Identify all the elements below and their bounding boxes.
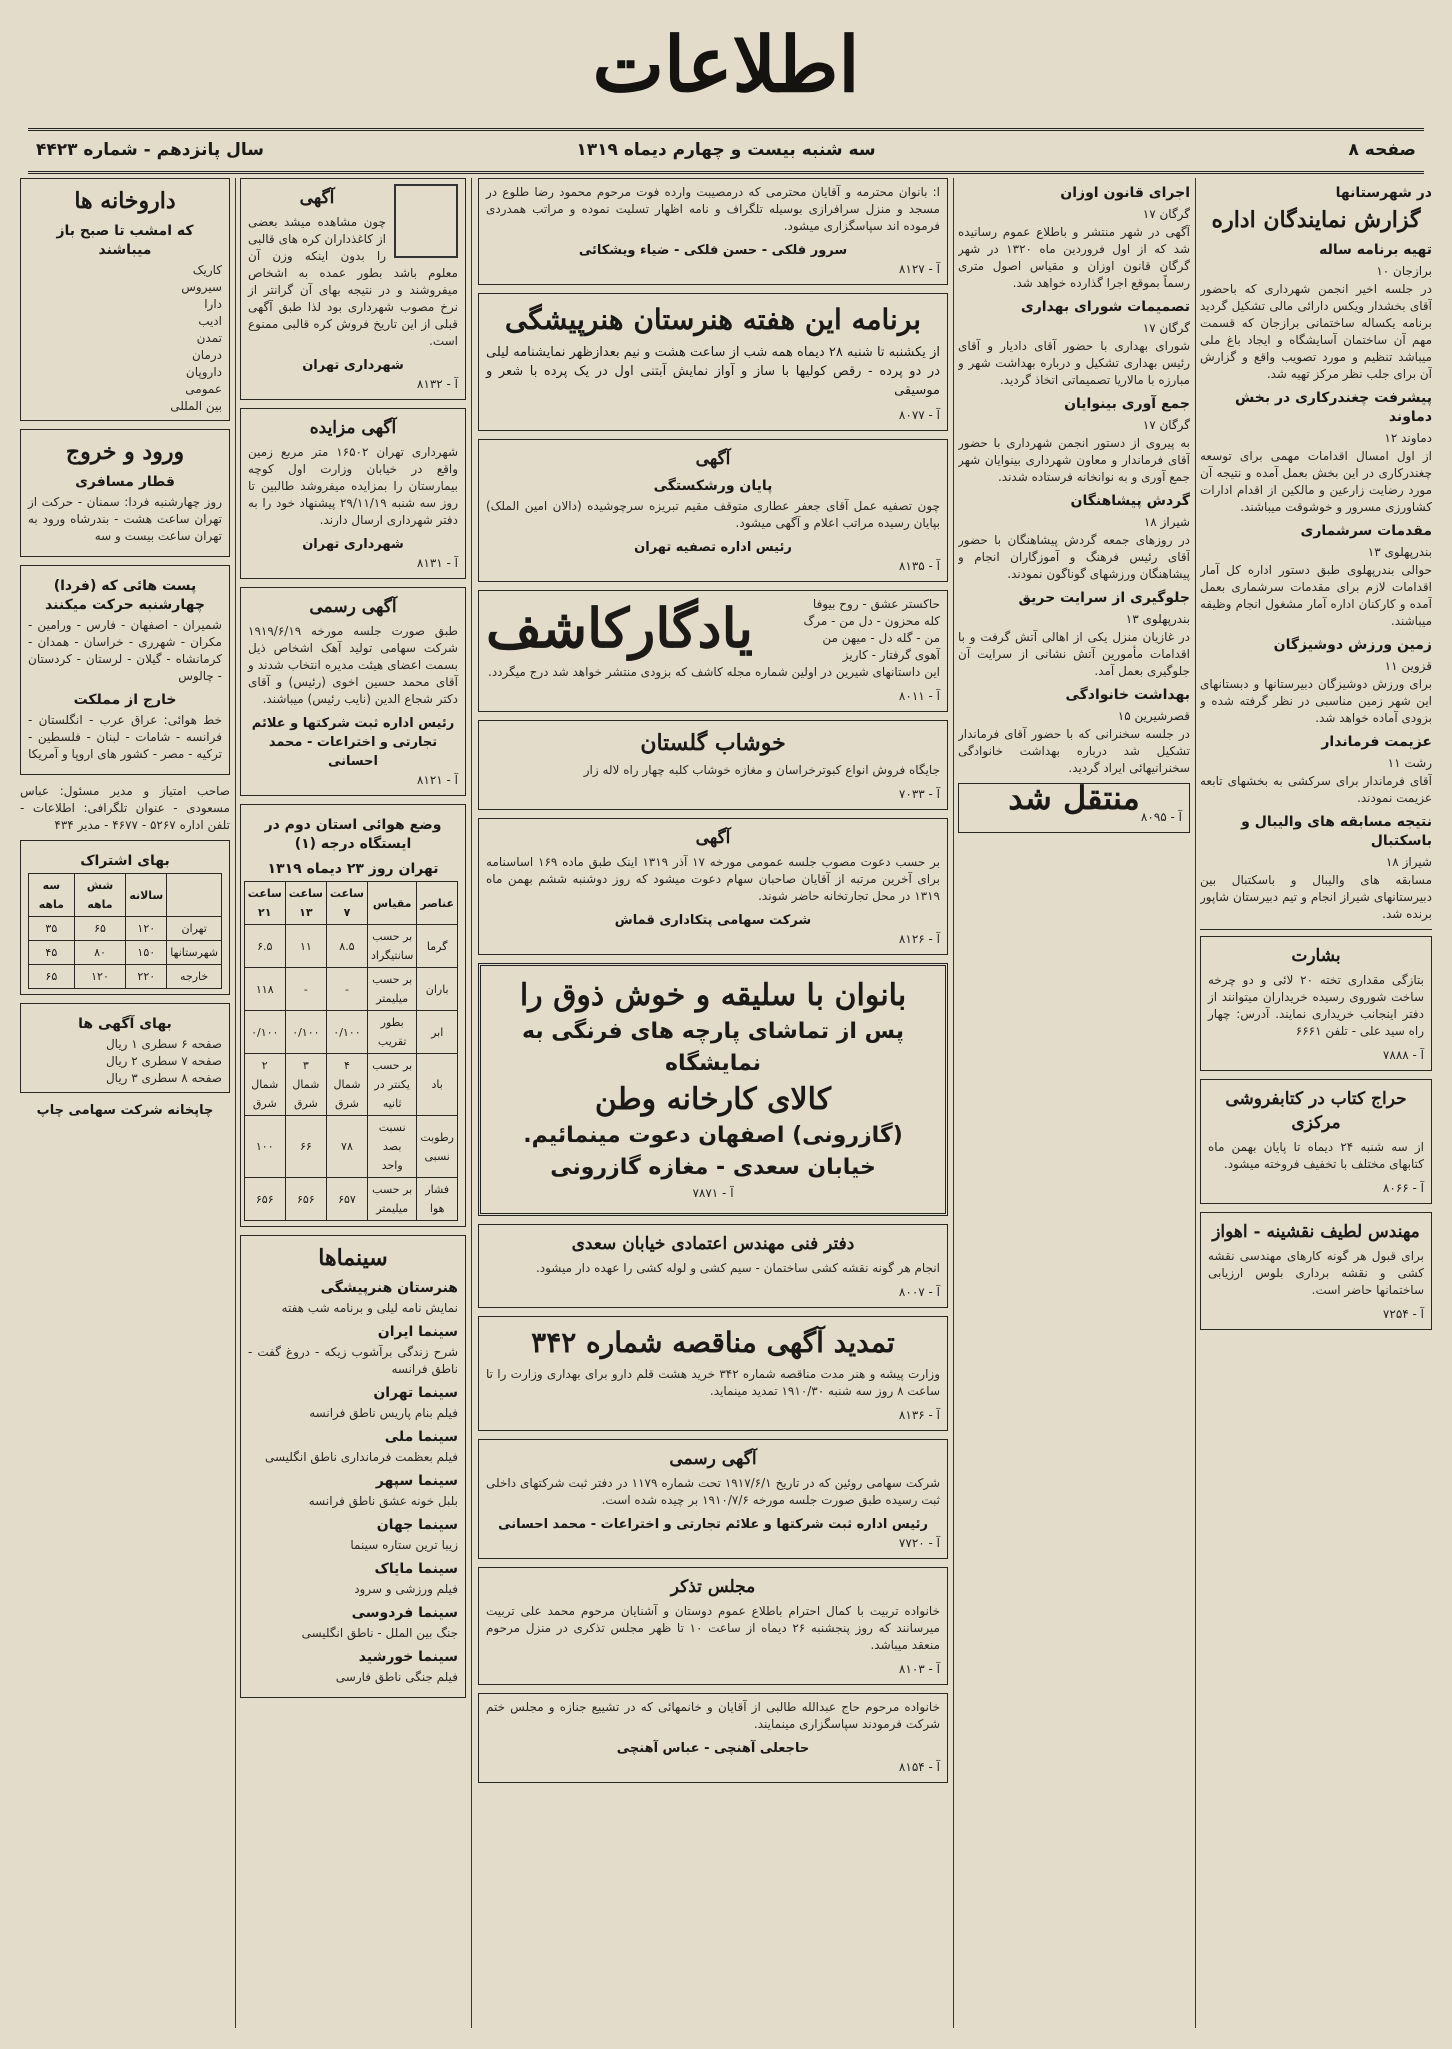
cinema-item <box>248 1384 458 1422</box>
cinema-name: سینما فردوسی <box>351 1605 458 1621</box>
pharmacy-subtitle: که امشب تا صبح باز میباشند <box>56 223 194 258</box>
weather-cell: ۴ شمال شرق <box>326 1054 367 1116</box>
weather-cell: ۶۵۷ <box>326 1178 367 1221</box>
weather-cell: ۶۶ <box>285 1116 326 1178</box>
news-item-title: مقدمات سرشماری <box>1300 523 1432 539</box>
table-row <box>244 968 457 1011</box>
yadgar-poem: کله محزون - دل من - مرگ <box>803 614 940 628</box>
daftar-body: انجام هر گونه نقشه کشی ساختمان - سیم کشی و لوله کشی را عهده دار میشود. <box>535 1261 940 1275</box>
subscription-header-row <box>29 874 222 917</box>
column-municipal <box>240 178 466 2028</box>
yadgar-code: آ - ۸۰۱۱ <box>898 689 940 703</box>
news-item-body: حوالی بندرپهلوی طبق دستور اداره کل آمار اقدامات لازم برای مقدمات سرشماری بعمل آمده و کارکنان اداره آمار مشغول انجام وظیفه میباشند. <box>1200 563 1432 628</box>
news-item <box>1200 241 1432 383</box>
column-reports <box>958 178 1190 2028</box>
weather-header-row <box>244 882 457 925</box>
honarestan-body: از یکشنبه تا شنبه ۲۸ دیماه همه شب از ساعت هشت و نیم بعدازظهر نمایشنامه لیلی در دو پرده - رقص کولیها با ساز و آواز نمایش آبتنی اول در یک پرده با شعر و موسیقی <box>486 345 940 398</box>
abroad-body: خط هوائی: عراق عرب - انگلستان - فرانسه - شامات - لبنان - فلسطین - ترکیه - مصر - کشور های اروپا و آمریکا <box>28 713 222 761</box>
butter-signature: شهرداری تهران <box>302 358 404 373</box>
cinema-program: شرح زندگی برآشوب زیکه - دروغ گفت - ناطق فرانسه <box>248 1345 458 1376</box>
city-reports <box>958 184 1190 777</box>
weather-header-cell: ساعت ۱۳ <box>285 882 326 925</box>
masthead <box>14 10 1438 120</box>
honarestan-title: برنامه این هفته هنرستان هنرپیشگی <box>504 303 922 336</box>
cinema-listings <box>240 1235 466 1698</box>
news-item <box>958 395 1190 486</box>
auction-body: شهرداری تهران ۱۶۵۰۲ متر مربع زمین واقع در خیابان وزارت اول کوچه بیمارستان را بمزایده میفروشد طالبین تا روز سه شنبه ۲۹/۱۱/۱۹ پیشنهاد خود را به دفتر شهرداری ارسال دارند. <box>248 445 458 527</box>
news-item-body: مسابقه های والیبال و باسکتبال بین دبیرستانهای شیراز انجام و تیم دبیرستان شاپور برنده شد. <box>1200 873 1432 921</box>
news-item-body: در غازیان منزل یکی از اهالی آتش گرفت و با اقدامات مأمورین آتش نشانی از سرایت آن جلوگیری بعمل آمد. <box>958 630 1190 678</box>
news-item-title: جمع آوری بینوایان <box>1064 396 1190 412</box>
mohandes-body: برای قبول هر گونه کارهای مهندسی نقشه کشی و نقشه برداری بلوس ارزیابی ساختمانها حاضر است. <box>1208 1249 1424 1297</box>
news-item-title: تهیه برنامه ساله <box>1319 242 1432 258</box>
printer-credit: چاپخانه شرکت سهامی چاپ <box>36 1103 214 1118</box>
tender-body: وزارت پیشه و هنر مدت مناقصه شماره ۳۴۲ خرید هشت قلم دارو برای بهداری وزارت را تا ساعت ۸ روز سه شنبه ۱۹۱۰/۳۰ تمدید مینماید. <box>486 1367 941 1398</box>
weather-cell: فشار هوا <box>417 1178 458 1221</box>
beshar-title: بشارت <box>1291 946 1341 966</box>
condolence-body: ا: بانوان محترمه و آقایان محترمی که درمصیبت وارده فوت مرحوم محمود رضا طلوع در مسجد و منزل سرافرازی بوسیله تلگراف و نامه اظهار تسلیت نموده و مراتب همدردی فرموده اند سپاسگزاری میشود. <box>486 185 940 233</box>
subscription-header-cell: سه ماهه <box>29 874 75 917</box>
cinema-item <box>248 1516 458 1554</box>
news-item-body: آگهی در شهر منتشر و باطلاع عموم رسانیده شد که از اول فروردین ماه ۱۳۲۰ در شهر گرگان قانون اوزان و مقیاس اصول متری رسماً بموقع اجرا گذارده خواهد شد. <box>958 225 1190 290</box>
subscription-cell: ۳۵ <box>29 917 75 941</box>
news-item <box>958 686 1190 777</box>
moved-notice <box>958 779 1190 833</box>
news-item-title: تصمیمات شورای بهداری <box>1020 299 1190 315</box>
subscription-header-cell <box>167 874 222 917</box>
haraj-body: از سه شنبه ۲۴ دیماه تا پایان بهمن ماه کتابهای مختلف با تخفیف فروخته میشود. <box>1208 1140 1424 1171</box>
gazerouni-line: کالای کارخانه وطن <box>594 1082 832 1117</box>
news-item-body: شورای بهداری با حضور آقای دادیار و آقای رئیس بهداری تشکیل و درباره بهداشت شهر و مبارزه با مالاریا تصمیماتی اتخاذ گردید. <box>958 339 1190 387</box>
subscription-cell: ۶۵ <box>74 917 126 941</box>
travel-box <box>20 429 230 557</box>
shareholders-title: آگهی <box>695 828 731 848</box>
section-headline: گزارش نمایندگان اداره <box>1211 207 1421 233</box>
news-item <box>1200 813 1432 923</box>
province-reports <box>1200 241 1432 923</box>
ad-price-item: صفحه ۸ سطری ۳ ریال <box>105 1071 222 1085</box>
weather-cell: ۶۵۶ <box>285 1178 326 1221</box>
news-item-body: برای ورزش دوشیزگان دبیرستانها و دبستانهای این شهر زمین مناسبی در نظر گرفته شده و بزودی آماده خواهد شد. <box>1200 677 1432 725</box>
registry-notice <box>240 587 466 796</box>
weather-cell: ۸.۵ <box>326 925 367 968</box>
news-item-body: به پیروی از دستور انجمن شهرداری با حضور آقای فرماندار و معاون شهرداری بینوایان شهر جمع آوری و به نوانخانه فرستاده شدند. <box>958 436 1190 484</box>
issue-date: سه شنبه بیست و چهارم دیماه ۱۳۱۹ <box>576 140 876 160</box>
bankruptcy-notice <box>478 439 948 582</box>
auction-title: آگهی مزایده <box>309 418 397 438</box>
beshar-ad <box>1200 936 1432 1071</box>
bankruptcy-title: آگهی <box>695 449 731 469</box>
pharmacy-item: درمان <box>191 348 222 362</box>
news-item <box>958 298 1190 389</box>
pharmacy-item: کاریک <box>192 263 222 277</box>
mohandes-code: آ - ۷۲۵۴ <box>1382 1307 1424 1321</box>
tender-notice <box>478 1316 948 1431</box>
weather-report <box>240 804 466 1227</box>
news-item <box>1200 733 1432 807</box>
cinema-name: هنرستان هنرپیشگی <box>320 1280 458 1296</box>
subscription-header-cell: شش ماهه <box>74 874 126 917</box>
gazerouni-line: (گازرونی) اصفهان دعوت مینمائیم. <box>523 1123 903 1148</box>
subscription-cell: ۱۵۰ <box>126 941 167 965</box>
auction-signature: شهرداری تهران <box>302 537 404 552</box>
beshar-body: بتازگی مقداری تخته ۲۰ لائی و دو چرخه ساخت شوروی رسیده خریداران میتوانند از دفتر اینجانب خریداری نمایند. آدرس: چهار راه سید علی - تلفن ۶۶۶۱ <box>1208 973 1424 1038</box>
publisher-info: صاحب امتیاز و مدیر مسئول: عباس مسعودی - عنوان تلگرافی: اطلاعات - تلفن اداره ۵۲۶۷ - ۴۶۷۷ - مدیر ۴۳۴ <box>20 784 230 832</box>
bankruptcy-code: آ - ۸۱۳۵ <box>898 559 940 573</box>
official-code: آ - ۷۷۲۰ <box>898 1536 940 1550</box>
news-item-title: جلوگیری از سرایت حریق <box>1018 590 1190 606</box>
table-row <box>244 1011 457 1054</box>
cinema-program: نمایش نامه لیلی و برنامه شب هفته <box>281 1301 458 1315</box>
weather-cell: گرما <box>417 925 458 968</box>
column-services <box>20 178 230 2028</box>
travel-body: روز چهارشنبه فردا: سمنان - حرکت از تهران ساعت هشت - بندرشاه ورود به تهران ساعت بیست و سه <box>28 495 222 543</box>
pharmacy-item: سیروس <box>181 280 222 294</box>
news-item-title: بهداشت خانوادگی <box>1065 687 1190 703</box>
cinema-title: سینماها <box>318 1245 388 1271</box>
cinema-program: فیلم بعظمت فرمانداری ناطق انگلیسی <box>264 1450 458 1464</box>
page-number: صفحه ۸ <box>1348 140 1416 160</box>
yadgar-poems <box>763 596 940 664</box>
shareholders-notice <box>478 818 948 955</box>
section-label: در شهرستانها <box>1335 185 1432 201</box>
haraj-code: آ - ۸۰۶۶ <box>1382 1181 1424 1195</box>
weather-cell: ابر <box>417 1011 458 1054</box>
table-row <box>29 941 222 965</box>
cinema-program: جنگ بین الملل - ناطق انگلیسی <box>301 1626 458 1640</box>
cinema-item <box>248 1323 458 1378</box>
column-divider <box>235 178 236 2028</box>
pharmacy-item: ادیب <box>198 314 222 328</box>
tender-title: تمدید آگهی مناقصه شماره ۳۴۲ <box>531 1326 895 1359</box>
news-item-body: در جلسه اخیر انجمن شهرداری که باحضور آقای بخشدار ویکس دارائی مالی تشکیل گردید برنامه یکساله ساختمانی برازجان که قسمت مهم آن ساختمان آسایشگاه و ایجاد باغ ملی میباشد تنظیم و مورد تصویب واقع و گزارش آن برای جلب نظر مرکز تهیه شد. <box>1200 282 1432 381</box>
table-row <box>244 1054 457 1116</box>
pharmacy-item: تمدن <box>196 331 222 345</box>
weather-table <box>244 881 458 1221</box>
cinema-name: سینما سپهر <box>375 1473 458 1489</box>
weather-header-cell: عناصر <box>417 882 458 925</box>
pharmacy-item: دارا <box>204 297 222 311</box>
weather-cell: ۰/۱۰۰ <box>244 1011 285 1054</box>
news-item-body: آقای فرماندار برای سرکشی به بخشهای تابعه عزیمت نمودند. <box>1200 774 1432 805</box>
bankruptcy-subtitle: پایان ورشکستگی <box>653 478 773 494</box>
weather-subtitle: تهران روز ۲۳ دیماه ۱۳۱۹ <box>267 861 439 877</box>
daftar-ad <box>478 1224 948 1308</box>
official-notice <box>478 1439 948 1559</box>
dateline <box>28 128 1424 174</box>
official-title: آگهی رسمی <box>669 1449 757 1469</box>
news-item-place: قزوین ۱۱ <box>1384 659 1432 673</box>
condolence-signers: سرور فلکی - حسن فلکی - ضیاء ویشکائی <box>578 243 848 258</box>
cinema-program: زیبا ترین ستاره سینما <box>350 1538 458 1552</box>
pharmacy-title: داروخانه ها <box>74 188 176 214</box>
cinema-list <box>248 1279 458 1686</box>
official-signature: رئیس اداره ثبت شرکتها و علائم تجارتی و اختراعات - محمد احسانی <box>498 1517 928 1532</box>
cinema-name: سینما ایران <box>377 1324 458 1340</box>
ad-price-item: صفحه ۶ سطری ۱ ریال <box>105 1037 222 1051</box>
news-item <box>1200 522 1432 630</box>
yadgar-poem: آهوی گرفتار - کاریز <box>842 648 940 662</box>
table-row <box>244 1116 457 1178</box>
butter-body: چون مشاهده میشد بعضی از کاغذداران کره های قالبی را بدون اینکه وزن آن معلوم باشد بطور عمده به اشخاص میفروشند و در نتیجه بهای آن گرانتر از نرخ مصوب شهرداری بود لذا طبق آگهی قبلی از این تاریخ فروش کره قالبی ممنوع است. <box>248 215 458 348</box>
mohandes-ad <box>1200 1212 1432 1330</box>
weather-cell: ۱۱۸ <box>244 968 285 1011</box>
cinema-name: سینما تهران <box>373 1385 458 1401</box>
news-item-place: گرگان ۱۷ <box>1142 321 1190 335</box>
news-item-place: بندرپهلوی ۱۳ <box>1125 612 1190 626</box>
news-item <box>958 492 1190 583</box>
post-title: پست هائی که (فردا) چهارشنبه حرکت میکنند <box>45 578 205 613</box>
news-item-place: قصرشیرین ۱۵ <box>1117 709 1190 723</box>
pharmacy-item: عمومی <box>185 382 222 396</box>
news-item-body: از اول امسال اقدامات مهمی برای توسعه چغندرکاری در این بخش بعمل آمده و نتیجه آن مورد رضایت زارعین و مالکین از اقدام ادارات کشاورزی مسرور و خوشوقت میباشند. <box>1200 449 1432 514</box>
weather-cell: - <box>285 968 326 1011</box>
weather-cell: باران <box>417 968 458 1011</box>
golestan-title: خوشاب گلستان <box>640 730 786 756</box>
golestan-code: آ - ۷۰۳۳ <box>898 787 940 801</box>
table-row <box>29 917 222 941</box>
registry-title: آگهی رسمی <box>309 597 397 617</box>
weather-cell: ۳ شمال شرق <box>285 1054 326 1116</box>
golestan-ad <box>478 720 948 810</box>
weather-cell: بر حسب یکنتر در ثانیه <box>368 1054 417 1116</box>
news-item <box>1200 389 1432 516</box>
news-item-body: در جلسه سخنرانی که با حضور آقای فرماندار تشکیل شد درباره بهداشت خانوادگی سخنرانیهائی ایراد گردید. <box>958 727 1190 775</box>
cinema-item <box>248 1604 458 1642</box>
weather-cell: ۶.۵ <box>244 925 285 968</box>
cinema-item <box>248 1279 458 1317</box>
weather-cell: ۱۰۰ <box>244 1116 285 1178</box>
golestan-body: جایگاه فروش انواع کبوترخراسان و مغازه خوشاب کلبه چهار راه لاله زار <box>583 763 940 777</box>
travel-title: ورود و خروج <box>65 439 185 465</box>
abroad-title: خارج از مملکت <box>73 692 177 708</box>
shareholders-body: بر حسب دعوت مصوب جلسه عمومی مورخه ۱۷ آذر ۱۳۱۹ اینک طبق ماده ۱۶۹ اساسنامه برای آخرین مرتبه از آقایان صاحبان سهام دعوت میشود که روز دوشنبه ششم بهمن ماه ۱۳۱۹ در محل تجارتخانه حاضر شوند. <box>486 855 941 903</box>
weather-cell: بر حسب میلیمتر <box>368 968 417 1011</box>
column-divider <box>1195 178 1196 2028</box>
cinema-item <box>248 1428 458 1466</box>
news-item-title: پیشرفت چغندرکاری در بخش دماوند <box>1234 390 1432 425</box>
subscription-cell: ۲۲۰ <box>126 965 167 989</box>
gazerouni-ad <box>478 963 948 1216</box>
issue-number: سال پانزدهم - شماره ۴۴۲۳ <box>36 140 264 160</box>
gazerouni-line: خیابان سعدی - مغازه گازرونی <box>550 1155 876 1180</box>
news-item-title: گردش پیشاهنگان <box>1070 493 1190 509</box>
cinema-item <box>248 1472 458 1510</box>
cinema-name: سینما خورشید <box>358 1649 458 1665</box>
honarestan-code: آ - ۸۰۷۷ <box>898 408 940 422</box>
news-item-place: شیراز ۱۸ <box>1385 855 1432 869</box>
moved-code: آ - ۸۰۹۵ <box>1140 810 1182 824</box>
subscription-header-cell: سالانه <box>126 874 167 917</box>
registry-body: طبق صورت جلسه مورخه ۱۹۱۹/۶/۱۹ شرکت سهامی تولید آهک اشخاص ذیل بسمت اعضای هیئت مدیره انتخاب شدند و آقای محمد حسین اخوی (رئیس) و آقای دکتر شجاع الدین (نایب رئیس) میباشند. <box>248 624 458 706</box>
haraj-ad <box>1200 1079 1432 1204</box>
news-item-place: شیراز ۱۸ <box>1143 515 1190 529</box>
yadgar-poem: حاکستر عشق - روح بیوفا <box>812 597 940 611</box>
daftar-title: دفتر فنی مهندس اعتمادی خیابان سعدی <box>571 1234 855 1254</box>
weather-cell: ۷۸ <box>326 1116 367 1178</box>
weather-cell: باد <box>417 1054 458 1116</box>
weather-cell: ۰/۱۰۰ <box>285 1011 326 1054</box>
news-item-title: زمین ورزش دوشیزگان <box>1273 637 1432 653</box>
weather-cell: بر حسب میلیمتر <box>368 1178 417 1221</box>
thanks-body: خانواده مرحوم حاج عبدالله طالبی از آقایان و خانمهائی که در تشییع جنازه و مجلس ختم شرکت فرمودند سپاسگزاری مینمایند. <box>486 1700 940 1731</box>
subscription-cell: ۴۵ <box>29 941 75 965</box>
yadgar-title: یادگارکاشف <box>486 596 754 660</box>
subscription-cell: ۱۲۰ <box>74 965 126 989</box>
news-item-body: در روزهای جمعه گردش پیشاهنگان با حضور آقای رئیس فرهنگ و آموزگاران انجام و پیشاهنگان ورزشهای گوناگون نمودند. <box>958 533 1190 581</box>
auction-code: آ - ۸۱۳۱ <box>416 556 458 570</box>
gazerouni-code: آ - ۷۸۷۱ <box>692 1186 734 1200</box>
weather-cell: ۶۵۶ <box>244 1178 285 1221</box>
table-row <box>244 925 457 968</box>
thanks-code: آ - ۸۱۵۴ <box>898 1760 940 1774</box>
cinema-name: سینما ملی <box>384 1429 458 1445</box>
news-item-title: نتیجه مسابقه های والیبال و باسکتبال <box>1241 814 1432 849</box>
news-item <box>958 184 1190 292</box>
weather-cell: ۰/۱۰۰ <box>326 1011 367 1054</box>
news-item-place: برازجان ۱۰ <box>1376 264 1432 278</box>
subscription-table-body <box>29 917 222 989</box>
auction-notice <box>240 408 466 579</box>
subscription-cell: خارجه <box>167 965 222 989</box>
column-divider <box>471 178 472 2028</box>
post-box <box>20 565 230 775</box>
weather-cell: بطور تقریب <box>368 1011 417 1054</box>
yadgar-ad <box>478 590 948 712</box>
shareholders-signature: شرکت سهامی پتکاداری قماش <box>614 913 812 928</box>
subscription-box <box>20 840 230 995</box>
newspaper-page <box>14 10 1438 2040</box>
ad-prices-title: بهای آگهی ها <box>78 1016 172 1032</box>
column-notices <box>478 178 948 2028</box>
condolence-code: آ - ۸۱۲۷ <box>898 262 940 276</box>
subscription-cell: ۱۲۰ <box>126 917 167 941</box>
news-item-place: گرگان ۱۷ <box>1142 418 1190 432</box>
weather-cell: رطوبت نسبی <box>417 1116 458 1178</box>
ad-price-item: صفحه ۷ سطری ۲ ریال <box>105 1054 222 1068</box>
news-item-place: گرگان ۱۷ <box>1142 207 1190 221</box>
memorial-body: خانواده تربیت با کمال احترام باطلاع عموم دوستان و آشنایان مرحوم محمد علی تربیت میرسانند که روز پنجشنبه ۲۶ دیماه از ساعت ۱۰ تا ظهر مجلس تذکری در منزل مرحوم منعقد میباشد. <box>486 1604 940 1652</box>
bankruptcy-signature: رئیس اداره تصفیه تهران <box>634 540 792 555</box>
news-item-title: اجرای قانون اوزان <box>1060 185 1190 201</box>
weather-header-cell: مقیاس <box>368 882 417 925</box>
news-item <box>1200 636 1432 727</box>
ad-prices-list <box>28 1036 222 1087</box>
cinema-name: سینما مایاک <box>374 1561 458 1577</box>
shareholders-code: آ - ۸۱۲۶ <box>898 932 940 946</box>
cinema-program: فیلم ورزشی و سرود <box>354 1582 458 1596</box>
news-item-place: دماوند ۱۲ <box>1384 431 1432 445</box>
butter-code: آ - ۸۱۳۲ <box>416 377 458 391</box>
weather-cell: - <box>326 968 367 1011</box>
table-row <box>29 965 222 989</box>
weather-header-cell: ساعت ۲۱ <box>244 882 285 925</box>
official-body: شرکت سهامی روئین که در تاریخ ۱۹۱۷/۶/۱ تحت شماره ۱۱۷۹ در دفتر ثبت شرکتهای داخلی ثبت رسیده طبق صورت جلسه مورخه ۱۹۱۰/۷/۶ بر چیده شده است. <box>486 1476 941 1507</box>
weather-cell: ۱۱ <box>285 925 326 968</box>
column-provinces <box>1200 178 1432 2028</box>
memorial-notice <box>478 1567 948 1685</box>
registry-code: آ - ۸۱۲۱ <box>416 773 458 787</box>
news-item-place: بندرپهلوی ۱۳ <box>1367 545 1432 559</box>
news-item <box>958 589 1190 680</box>
cinema-item <box>248 1560 458 1598</box>
weather-cell: ۲ شمال شرق <box>244 1054 285 1116</box>
subscription-title: بهای اشتراک <box>80 853 170 869</box>
table-row <box>244 1178 457 1221</box>
weather-title: وضع هوائی استان دوم در ایستگاه درجه (۱) <box>264 817 442 852</box>
subscription-cell: شهرستانها <box>167 941 222 965</box>
post-body: شمیران - اصفهان - فارس - ورامین - مکران - شهرری - خراسان - همدان - کرمانشاه - گیلان - لرستان - کردستان - چالوس <box>28 618 222 683</box>
subscription-table <box>28 873 222 989</box>
municipal-seal <box>394 184 458 258</box>
subscription-cell: ۸۰ <box>74 941 126 965</box>
weather-header-cell: ساعت ۷ <box>326 882 367 925</box>
memorial-code: آ - ۸۱۰۳ <box>898 1662 940 1676</box>
gazerouni-line: بانوان با سلیقه و خوش ذوق را <box>519 978 907 1013</box>
beshar-code: آ - ۷۸۸۸ <box>1382 1048 1424 1062</box>
cinema-program: بلبل خونه عشق ناطق فرانسه <box>308 1494 458 1508</box>
pharmacy-list <box>28 262 222 415</box>
butter-title: آگهی <box>299 188 335 208</box>
butter-notice <box>240 178 466 400</box>
subscription-cell: ۶۵ <box>29 965 75 989</box>
memorial-title: مجلس تذکر <box>670 1577 756 1597</box>
mohandes-title: مهندس لطیف نقشینه - اهواز <box>1212 1222 1420 1242</box>
bankruptcy-body: چون تصفیه عمل آقای جعفر عطاری متوقف مقیم تبریزه سرچوشیده (دالان امین الملک) بپایان رسیده مراتب اعلام و آگهی میشود. <box>486 499 940 530</box>
gazerouni-line: پس از تماشای پارچه های فرنگی به نمایشگاه <box>522 1019 904 1076</box>
news-item-place: رشت ۱۱ <box>1387 756 1432 770</box>
daftar-code: آ - ۸۰۰۷ <box>898 1285 940 1299</box>
cinema-program: فیلم جنگی ناطق فارسی <box>335 1670 458 1684</box>
divider <box>1200 929 1432 930</box>
thanks-signature: حاجعلی آهنچی - عباس آهنچی <box>616 1741 810 1756</box>
pharmacy-item: بین المللی <box>170 399 222 413</box>
pharmacy-box <box>20 178 230 421</box>
moved-title: منتقل شد <box>1008 779 1140 817</box>
subscription-cell: تهران <box>167 917 222 941</box>
news-item-title: عزیمت فرماندار <box>1321 734 1432 750</box>
weather-table-body <box>244 925 457 1221</box>
haraj-title: حراج کتاب در کتابفروشی مرکزی <box>1225 1089 1407 1133</box>
cinema-name: سینما جهان <box>376 1517 458 1533</box>
weather-cell: بر حسب سانتیگراد <box>368 925 417 968</box>
cinema-item <box>248 1648 458 1686</box>
honarestan-ad <box>478 293 948 431</box>
column-divider <box>953 178 954 2028</box>
yadgar-body: این داستانهای شیرین در اولین شماره مجله کاشف که بزودی منتشر خواهد شد درج میگردد. <box>488 665 940 679</box>
travel-subtitle: قطار مسافری <box>75 474 175 490</box>
thanks-notice <box>478 1693 948 1783</box>
tender-code: آ - ۸۱۳۶ <box>898 1408 940 1422</box>
condolence-notice <box>478 178 948 285</box>
pharmacy-item: داروپان <box>185 365 222 379</box>
weather-cell: نسبت بصد واحد <box>368 1116 417 1178</box>
cinema-program: فیلم بنام پاریس ناطق فرانسه <box>309 1406 458 1420</box>
yadgar-poem: من - گله دل - میهن من <box>822 631 940 645</box>
ad-prices-box <box>20 1003 230 1093</box>
masthead-title: اطلاعات <box>592 20 860 109</box>
registry-signature: رئیس اداره ثبت شرکتها و علائم تجارتی و اختراعات - محمد احسانی <box>251 716 455 769</box>
